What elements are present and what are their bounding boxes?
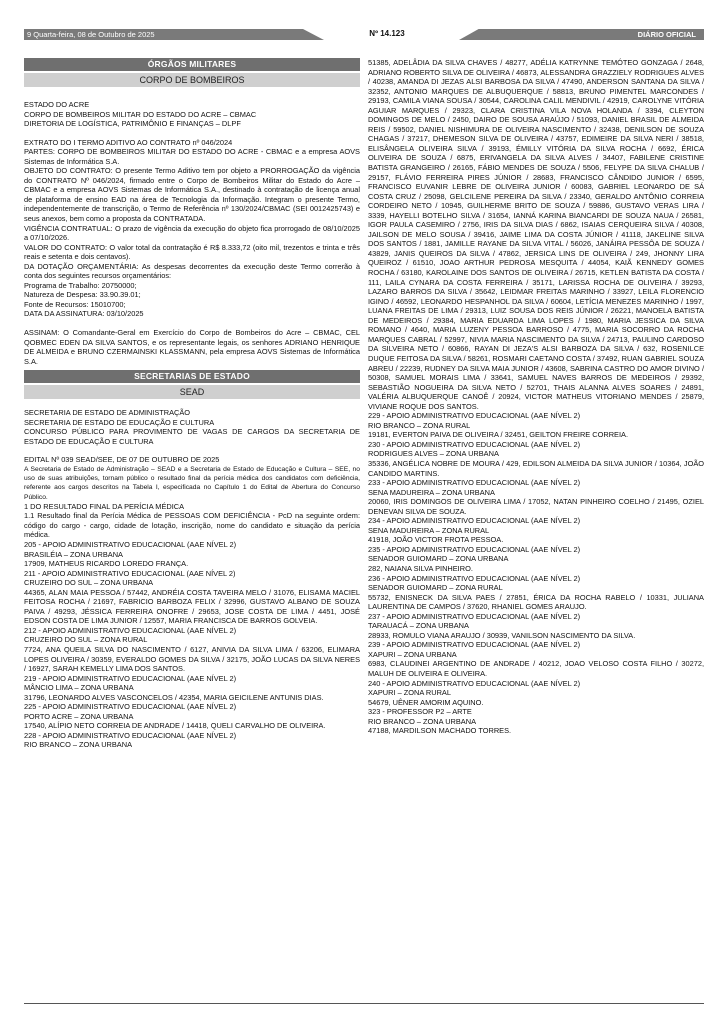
body-paragraph: 205 - APOIO ADMINISTRATIVO EDUCACIONAL (AAE NÍVEL 2) (24, 539, 237, 549)
sead-line: CONCURSO PÚBLICO PARA PROVIMENTO DE VAGAS DE CARGOS DA SECRETARIA DE ESTADO DE EDUCAÇÃO E CULTURA (24, 427, 360, 446)
body-paragraph: 239 - APOIO ADMINISTRATIVO EDUCACIONAL (AAE NÍVEL 2) (368, 640, 581, 650)
body-paragraph: 219 - APOIO ADMINISTRATIVO EDUCACIONAL (AAE NÍVEL 2) (24, 673, 237, 683)
body-paragraph: 1.1 Resultado final da Perícia Médica de PESSOAS COM DEFICIÊNCIA - PcD na seguinte ordem: código do cargo - cargo, cidade de lotação, inscrição, nome do candidato e situação da perícia médica. (24, 511, 360, 540)
body-paragraph: CRUZEIRO DO SUL – ZONA RURAL (24, 635, 148, 645)
body-paragraph: 41918, JOÃO VICTOR FROTA PESSOA. (368, 535, 504, 545)
body-paragraph: SENA MADUREIRA – ZONA URBANA (368, 487, 495, 497)
extrato-paragraph: DA DOTAÇÃO ORÇAMENTÁRIA: As despesas decorrentes da execução deste Termo correrão à conta dos seguintes recursos orçamentários: (24, 261, 360, 281)
body-paragraph: 1 DO RESULTADO FINAL DA PERÍCIA MÉDICA (24, 501, 185, 511)
body-paragraph: 240 - APOIO ADMINISTRATIVO EDUCACIONAL (AAE NÍVEL 2) (368, 678, 581, 688)
body-paragraph: CRUZEIRO DO SUL – ZONA URBANA (24, 578, 154, 588)
header-date: 9 Quarta-feira, 08 de Outubro de 2025 (27, 30, 155, 39)
body-paragraph: 230 - APOIO ADMINISTRATIVO EDUCACIONAL (AAE NÍVEL 2) (368, 439, 581, 449)
body-paragraph: XAPURI – ZONA URBANA (368, 649, 457, 659)
section-band-military: ÓRGÃOS MILITARES (24, 58, 360, 71)
sead-line: SECRETARIA DE ESTADO DE ADMINISTRAÇÃO (24, 408, 191, 418)
body-paragraph: 44365, ALAN MAIA PESSOA / 57442, ANDRÉIA COSTA TAVEIRA MELO / 31076, ELISAMA MACIEL FEITOSA ROCHA / 21697, FABRICIO BARBOZA FELIX / 32996, GUSTAVO ALBANO DE SOUZA PAIVA / 49293, JÉSSICA FERREIRA ONOFRE / 29653, JOSE COSTA DE LIMA / 4451, JOSÉ EDSON COSTA DE LIMA JUNIOR / 12557, MARIA FRANCISCA DE BARROS GOLVEIA. (24, 587, 360, 626)
body-paragraph: 47188, MARDILSON MACHADO TORRES. (368, 726, 512, 736)
body-paragraph: 234 - APOIO ADMINISTRATIVO EDUCACIONAL (AAE NÍVEL 2) (368, 516, 581, 526)
body-paragraph: RIO BRANCO – ZONA RURAL (368, 420, 471, 430)
extrato-paragraph: OBJETO DO CONTRATO: O presente Termo Aditivo tem por objeto a PRORROGAÇÃO da vigência do CONTRATO Nº 046/2024, firmado entre o Corpo de Bombeiros Militar do Estado do Acre – CBMAC e a empresa AOVS Sistemas de Informática S.A., destinado à contratação de licença anual de plataforma de ensino EAD na área de Tecnologia da Informação. Integram o presente Termo, independentemente de transcrição, o Termo de Referência nº 130/2024/CBMAC (SEI 0012425743) e seus anexos, bem como a proposta da CONTRATADA. (24, 166, 360, 224)
body-paragraph: 51385, ADELÂDIA DA SILVA CHAVES / 48277, ADÉLIA KATRYNNE TEMÓTEO GONZAGA / 2648, ADRIANO ROBERTO SILVA DE OLIVEIRA / 46873, ALESSANDRA GRAZZIELY RODRIGUES ALVES / 40238, AMANDA DI JEZAS ALSI BARBOSA DA SILVA / 47490, ANDERSON SANTANA DA SILVA / 32352, ANTONIO MARQUES DE ALBUQUERQUE / 58813, BRUNO PIMENTEL MARCONDES / 29193, CAMILA VIANA SOUSA / 30544, CAROLINA CALIL MENDIVIL / 42919, CAROLYNE VITÓRIA AGUIAR MARQUES / 29323, CLARA CRISTINA VILA NOVA HOLANDA / 3394, CLEYTON DOMINGOS DE MELO / 2450, DAIRO DE SOUSA ARAÚJO / 51093, DANIEL BRASIL DE ALMEIDA REIS / 59502, DANIEL NISHIMURA DE OLIVEIRA NASCIMENTO / 32438, DENILSON DE SOUZA CHAGAS / 37217, DHEMESON SILVA DE OLIVEIRA / 43757, EDIMEIRE DA SILVA NERI / 38518, ELISÂNGELA OLIVEIRA SILVA / 39193, ÉMILLY VITÓRIA DA SILVA ROCHA / 6692, ÉRICA OLIVEIRA DE SOUZA / 6875, ERIVANGELA DA SILVA ALVES / 34407, FABILENE CRISTINE BATISTA GRANGEIRO / 26165, FÁBIO MENDES DE SOUZA / 5506, FELYPE DA SILVA CHALUB / 29157, FLÁVIO FERREIRA PIRES JÚNIOR / 28683, FRANCISCO CÂNDIDO JUNIOR / 6595, FRANCISCO EUVANIR LEBRE DE OLIVEIRA JUNIOR / 60083, GABRIEL LEONARDO DE SÁ COSTA CRUZ / 25098, GELCILENE PEREIRA DA SILVA / 23340, GERALDO ANTÔNIO CORREIA CORDEIRO NETO / 10945, GUILHERME BRITO DE SOUZA / 59886, GUSTAVO VERAS LIRA / 3339, HAYELLI BOTELHO SILVA / 31654, IANNÁ KARINA BIANCARDI DE SOUZA NAUA / 26581, IGOR PAULA CASEMIRO / 2756, IRIS DA SILVA DIAS / 6862, ISAIAS CERQUEIRA SILVA / 40308, JAILSON DE MELO SOUSA / 39416, JAIME LIMA DA COSTA JÚNIOR / 41118, JAKELINE SILVA DOS SANTOS / 1881, JAMILLE RAYANE DA SILVA VITAL / 56026, JANÁIRA PESSÔA DE SOUZA / 43829, JANIS QUEIROS DA SILVA / 47862, JERSICA LINS DE OLIVEIRA / 249, JHONNY LIRA QUEIROZ / 61510, JOAO ARTHUR PEDROSA MESQUITA / 44054, KAIÃ KENNEDY GOMES ROCHA / 63180, KAROLAINE DOS SANTOS DE OLIVEIRA / 26715, KETLEN BATISTA DA COSTA / 111, LAILA CYNARA DA COSTA FERREIRA / 35171, LARISSA ROCHA DE OLIVEIRA / 39293, LAZARO BARROS DA SILVA / 35642, LEIDMAR FREITAS MARINHO / 33927, LEILA FLORENCIO IGINO / 46592, LEONARDO HESPANHOL DA SILVA / 60604, LETÍCIA MENEZES MARINHO / 1997, LUANA FREITAS DE LIMA / 29313, LUIZ SOUSA DOS REIS JÚNIOR / 26221, MANOELA BATISTA DE MEDEIROS / 29384, MARIA EDUARDA LIMA LOPES / 1980, MARIA JESSICA DA SILVA ROMANO / 4640, MARIA LUZENY PESSOA BARROSO / 4775, MARIA SOCORRO DA ROCHA MARQUES CABRAL / 52997, NIVIA MARIA NASCIMENTO DA SILVA / 24713, PAULINO CARDOSO DA SILVEIRA NETO / 60866, RAYAN DI JEZA'S ALSI BARBOZA DA SILVA / 632, ROSENILCE DUQUE FEITOSA DA SILVA / 58261, ROSMARI CAETANO COSTA / 37492, RUAN GABRIEL SOUZA ABREU / 22239, RUDNEY DA SILVA MAIA JUNIOR / 43608, SABRINA CASTRO DO AMOR DIVINO / 50308, SAMUEL MORAIS LIMA / 33641, SAMUEL NAVES BARROS DE MEDEIROS / 29392, SEBASTIÃO NOGUEIRA DA SILVA NETO / 52701, THAIS ALANNA ALVES SOARES / 24891, VALÉRIA ALBUQUERQUE CANOÊ / 20924, VICTOR MATHEUS VITORIANO MENDES / 25879, VIVIANE ROQUE DOS SANTOS. (368, 58, 704, 411)
body-paragraph: 237 - APOIO ADMINISTRATIVO EDUCACIONAL (AAE NÍVEL 2) (368, 611, 581, 621)
body-paragraph: RIO BRANCO – ZONA URBANA (24, 740, 133, 750)
org-line: DIRETORIA DE LOGÍSTICA, PATRIMÔNIO E FINANÇAS – DLPF (24, 119, 241, 129)
body-paragraph: MÂNCIO LIMA – ZONA URBANA (24, 683, 134, 693)
edital-title: EDITAL Nº 039 SEAD/SEE, DE 07 DE OUTUBRO DE 2025 (24, 455, 220, 465)
body-paragraph: RIO BRANCO – ZONA URBANA (368, 716, 477, 726)
extrato-line: Natureza de Despesa: 33.90.39.01; (24, 290, 141, 300)
gazette-title: DIÁRIO OFICIAL (637, 30, 696, 39)
body-paragraph: 17540, ALÍPIO NETO CORREIA DE ANDRADE / 14418, QUELI CARVALHO DE OLIVEIRA. (24, 721, 326, 731)
body-paragraph: 7724, ANA QUEILA SILVA DO NASCIMENTO / 6127, ANIVIA DA SILVA LIMA / 63206, ELIMARA LOPES OLIVEIRA / 30359, EVERALDO GOMES DA SILVA / 32175, JOÃO LUCAS DA SILVA NERES / 16927, SARAH KEMELLY LIMA DOS SANTOS. (24, 644, 360, 674)
body-paragraph: 212 - APOIO ADMINISTRATIVO EDUCACIONAL (AAE NÍVEL 2) (24, 625, 237, 635)
page-header (24, 26, 704, 41)
right-column (368, 58, 704, 736)
body-paragraph: 323 - PROFESSOR P2 – ARTE (368, 707, 472, 717)
body-paragraph: 236 - APOIO ADMINISTRATIVO EDUCACIONAL (AAE NÍVEL 2) (368, 573, 581, 583)
body-paragraph: PORTO ACRE – ZONA URBANA (24, 711, 134, 721)
footer-rule (24, 1003, 704, 1004)
body-paragraph: 233 - APOIO ADMINISTRATIVO EDUCACIONAL (AAE NÍVEL 2) (368, 478, 581, 488)
extrato-line: DATA DA ASSINATURA: 03/10/2025 (24, 309, 144, 319)
body-paragraph: BRASILÉIA – ZONA URBANA (24, 549, 123, 559)
body-paragraph: 31796, LEONARDO ALVES VASCONCELOS / 42354, MARIA GEICILENE ANTUNIS DIAS. (24, 692, 324, 702)
subsection-band-sead: SEAD (24, 385, 360, 399)
body-paragraph: 6983, CLAUDINEI ARGENTINO DE ANDRADE / 40212, JOAO VELOSO COSTA FILHO / 30272, MALUH DE OLIVEIRA E OLIVEIRA. (368, 659, 704, 678)
body-paragraph: 55732, ENISNECK DA SILVA PAES / 27851, ÉRICA DA ROCHA RABELO / 10331, JULIANA LAURENTINA DE CAMPOS / 37620, RHANIEL GOMES ARAUJO. (368, 592, 704, 612)
body-paragraph: SENA MADUREIRA – ZONA RURAL (368, 525, 490, 535)
org-line: ESTADO DO ACRE (24, 100, 90, 109)
signatories-paragraph: ASSINAM: O Comandante-Geral em Exercício do Corpo de Bombeiros do Acre – CBMAC, CEL QOBMEC EDEN DA SILVA SANTOS, e os representante legais, os senhores ADRIANO HENRIQUE DE ALMEIDA e BRUNO CZERMAINSKI KLASSMANN, pela empresa AOVS Sistemas de Informática S.A. (24, 328, 360, 366)
body-paragraph: SENADOR GUIOMARD – ZONA RURAL (368, 583, 503, 593)
left-column (24, 58, 360, 750)
extrato-paragraph: VIGÊNCIA CONTRATUAL: O prazo de vigência da execução do objeto fica prorrogado de 08/10/2025 a 07/10/2026. (24, 223, 360, 243)
body-paragraph: RODRIGUES ALVES – ZONA URBANA (368, 449, 499, 459)
body-paragraph: XAPURI – ZONA RURAL (368, 688, 451, 698)
body-paragraph: 17909, MATHEUS RICARDO LOREDO FRANÇA. (24, 559, 189, 569)
body-paragraph: 28933, ROMULO VIANA ARAUJO / 30939, VANILSON NASCIMENTO DA SILVA. (368, 630, 636, 640)
body-paragraph: 229 - APOIO ADMINISTRATIVO EDUCACIONAL (AAE NÍVEL 2) (368, 411, 581, 421)
section-band-secretarias: SECRETARIAS DE ESTADO (24, 370, 360, 383)
org-line: CORPO DE BOMBEIROS MILITAR DO ESTADO DO ACRE – CBMAC (24, 109, 257, 119)
edital-intro: A Secretaria de Estado de Administração – SEAD e a Secretaria de Estado de Educação e Cultura – SEE, no uso de suas atribuições, tornam público o resultado final da perícia médica dos candidatos com deficiência, referente aos cargos descritos na Tabela I, especificada no Capítulo 1 do Edital de Abertura do Concurso Público. (24, 465, 360, 501)
extrato-paragraph: VALOR DO CONTRATO: O valor total da contratação é R$ 8.333,72 (oito mil, trezentos e trinta e três reais e setenta e dois centavos). (24, 242, 360, 262)
body-paragraph: 235 - APOIO ADMINISTRATIVO EDUCACIONAL (AAE NÍVEL 2) (368, 544, 581, 554)
body-paragraph: SENADOR GUIOMARD – ZONA URBANA (368, 554, 509, 564)
extrato-line: Fonte de Recursos: 15010700; (24, 299, 126, 309)
body-paragraph: 19181, EVERTON PAIVA DE OLIVEIRA / 32451, GEILTON FREIRE CORREIA. (368, 430, 629, 440)
right-body (368, 58, 704, 736)
body-paragraph: TARAUACÁ – ZONA URBANA (368, 621, 469, 631)
subsection-band-bombeiros: CORPO DE BOMBEIROS (24, 73, 360, 87)
body-paragraph: 225 - APOIO ADMINISTRATIVO EDUCACIONAL (AAE NÍVEL 2) (24, 702, 237, 712)
extrato-line: Programa de Trabalho: 20750000; (24, 280, 137, 290)
body-paragraph: 35336, ANGÉLICA NOBRE DE MOURA / 429, EDILSON ALMEIDA DA SILVA JUNIOR / 10364, JOÃO CANDIDO MARTINS. (368, 458, 704, 478)
extrato-title: EXTRATO DO I TERMO ADITIVO AO CONTRATO nº 046/2024 (24, 137, 233, 147)
body-paragraph: 54679, UÊNER AMORIM AQUINO. (368, 697, 484, 707)
issue-number: Nº 14.123 (369, 29, 405, 38)
left-body (24, 502, 360, 750)
body-paragraph: 228 - APOIO ADMINISTRATIVO EDUCACIONAL (AAE NÍVEL 2) (24, 730, 237, 740)
body-paragraph: 20060, IRIS DOMINGOS DE OLIVEIRA LIMA / 17052, NATAN PINHEIRO COELHO / 21495, OZIEL DENEVAN SILVA DE SOUZA. (368, 497, 704, 516)
body-paragraph: 211 - APOIO ADMINISTRATIVO EDUCACIONAL (AAE NÍVEL 2) (24, 568, 236, 578)
extrato-paragraph: PARTES: CORPO DE BOMBEIROS MILITAR DO ESTADO DO ACRE - CBMAC e a empresa AOVS Sistemas de Informática S.A. (24, 147, 360, 166)
sead-line: SECRETARIA DE ESTADO DE EDUCAÇÃO E CULTURA (24, 417, 215, 427)
body-paragraph: 282, NAIANA SILVA PINHEIRO. (368, 563, 473, 573)
